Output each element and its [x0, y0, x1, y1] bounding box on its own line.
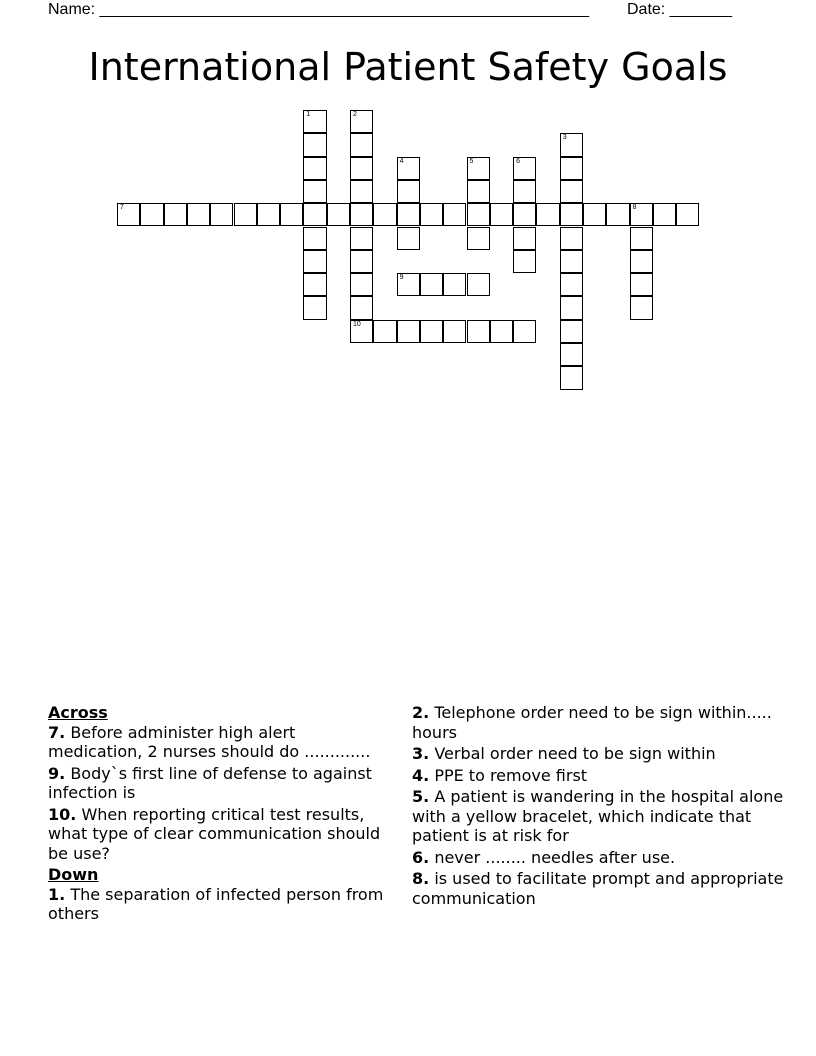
grid-cell[interactable] — [140, 203, 163, 226]
grid-cell[interactable] — [350, 203, 373, 226]
grid-cell[interactable] — [350, 250, 373, 273]
cell-number: 1 — [306, 111, 311, 118]
clue-number: 1. — [48, 884, 66, 904]
grid-cell[interactable] — [303, 250, 326, 273]
grid-cell[interactable] — [303, 157, 326, 180]
clue-text: Before administer high alert medication, 2 nurses should do ............. — [48, 722, 371, 761]
grid-cell[interactable] — [303, 227, 326, 250]
grid-cell[interactable] — [560, 320, 583, 343]
grid-cell[interactable] — [280, 203, 303, 226]
grid-cell[interactable] — [513, 203, 536, 226]
cell-number: 9 — [399, 274, 404, 282]
cell-number: 10 — [353, 320, 361, 328]
grid-cell[interactable] — [560, 250, 583, 273]
clue-text: A patient is wandering in the hospital alone with a yellow bracelet, which indicate that patient is at risk for — [412, 787, 784, 845]
grid-cell[interactable] — [350, 273, 373, 296]
grid-cell[interactable] — [630, 296, 653, 319]
grid-cell[interactable] — [210, 203, 233, 226]
date-field-label[interactable]: Date: _______ — [627, 1, 732, 18]
grid-cell[interactable] — [560, 366, 583, 389]
grid-cell[interactable] — [373, 320, 396, 343]
grid-cell[interactable] — [583, 203, 606, 226]
name-field-label[interactable]: Name: _______________________________________________________ — [48, 1, 589, 18]
grid-cell[interactable] — [327, 203, 350, 226]
clue-down-1 — [48, 885, 393, 924]
grid-cell[interactable] — [560, 157, 583, 180]
grid-cell[interactable] — [467, 203, 490, 226]
grid-cell[interactable] — [350, 227, 373, 250]
grid-cell[interactable] — [117, 203, 140, 226]
clue-down-2 — [412, 703, 784, 742]
grid-cell[interactable] — [397, 320, 420, 343]
grid-cell[interactable] — [350, 157, 373, 180]
clue-down-4 — [412, 766, 784, 786]
grid-cell[interactable] — [397, 180, 420, 203]
clue-text: never ........ needles after use. — [434, 847, 676, 867]
grid-cell[interactable] — [397, 203, 420, 226]
grid-cell[interactable] — [513, 157, 536, 180]
clue-text: Telephone order need to be sign within..... hours — [412, 703, 772, 742]
grid-cell[interactable] — [467, 320, 490, 343]
grid-cell[interactable] — [467, 180, 490, 203]
cell-number: 8 — [632, 204, 637, 212]
grid-cell[interactable] — [234, 203, 257, 226]
grid-cell[interactable] — [350, 296, 373, 319]
clue-across-7 — [48, 723, 393, 762]
grid-cell[interactable] — [513, 320, 536, 343]
clue-number: 7. — [48, 722, 66, 742]
grid-cell[interactable] — [676, 203, 699, 226]
grid-cell[interactable] — [397, 157, 420, 180]
clues-right-column — [412, 703, 784, 910]
grid-cell[interactable] — [513, 227, 536, 250]
grid-cell[interactable] — [303, 110, 326, 133]
grid-cell[interactable] — [350, 180, 373, 203]
grid-cell[interactable] — [397, 227, 420, 250]
grid-cell[interactable] — [560, 180, 583, 203]
clue-number: 9. — [48, 763, 66, 783]
grid-cell[interactable] — [420, 320, 443, 343]
clue-text: Verbal order need to be sign within — [434, 744, 716, 763]
grid-cell[interactable] — [303, 273, 326, 296]
clue-number: 8. — [412, 869, 430, 888]
clue-down-6 — [412, 848, 784, 868]
cell-number: 2 — [353, 111, 357, 118]
clue-down-3 — [412, 744, 784, 764]
crossword-grid — [0, 0, 816, 400]
grid-cell[interactable] — [513, 250, 536, 273]
clue-across-10 — [48, 805, 393, 864]
clue-number: 2. — [412, 703, 430, 722]
grid-cell[interactable] — [303, 180, 326, 203]
grid-cell[interactable] — [560, 203, 583, 226]
grid-cell[interactable] — [350, 110, 373, 133]
grid-cell[interactable] — [490, 320, 513, 343]
grid-cell[interactable] — [350, 320, 373, 343]
grid-cell[interactable] — [443, 203, 466, 226]
grid-cell[interactable] — [164, 203, 187, 226]
grid-cell[interactable] — [490, 203, 513, 226]
page-title: International Patient Safety Goals — [88, 45, 728, 89]
clue-text: The separation of infected person from others — [48, 884, 384, 923]
cell-number: 3 — [562, 134, 567, 142]
grid-cell[interactable] — [560, 227, 583, 250]
cell-number: 4 — [399, 157, 404, 165]
grid-cell[interactable] — [397, 273, 420, 296]
grid-cell[interactable] — [560, 296, 583, 319]
grid-cell[interactable] — [560, 273, 583, 296]
grid-cell[interactable] — [467, 273, 490, 296]
grid-cell[interactable] — [630, 227, 653, 250]
grid-cell[interactable] — [606, 203, 629, 226]
clue-text: is used to facilitate prompt and appropriate communication — [412, 869, 784, 908]
grid-cell[interactable] — [303, 296, 326, 319]
grid-cell[interactable] — [257, 203, 280, 226]
down-heading: Down — [48, 865, 99, 884]
grid-cell[interactable] — [513, 180, 536, 203]
grid-cell[interactable] — [350, 133, 373, 156]
grid-cell[interactable] — [420, 203, 443, 226]
grid-cell[interactable] — [187, 203, 210, 226]
grid-cell[interactable] — [536, 203, 559, 226]
grid-cell[interactable] — [303, 203, 326, 226]
grid-cell[interactable] — [630, 273, 653, 296]
clue-number: 10. — [48, 804, 77, 824]
grid-cell[interactable] — [420, 273, 443, 296]
grid-cell[interactable] — [373, 203, 396, 226]
grid-cell[interactable] — [630, 250, 653, 273]
grid-cell[interactable] — [443, 320, 466, 343]
clue-down-5 — [412, 787, 784, 846]
clue-text: Body`s first line of defense to against infection is — [48, 763, 372, 802]
grid-cell[interactable] — [467, 157, 490, 180]
grid-cell[interactable] — [467, 227, 490, 250]
cell-number: 6 — [516, 157, 520, 165]
clue-number: 4. — [412, 765, 430, 785]
clue-down-8 — [412, 869, 784, 908]
grid-cell[interactable] — [443, 273, 466, 296]
grid-cell[interactable] — [560, 133, 583, 156]
clue-text: PPE to remove first — [434, 765, 588, 785]
clue-number: 5. — [412, 787, 430, 806]
across-heading: Across — [48, 703, 108, 722]
clue-text: When reporting critical test results, what type of clear communication should be use? — [48, 804, 381, 863]
grid-cell[interactable] — [653, 203, 676, 226]
cell-number: 7 — [120, 204, 124, 212]
grid-cell[interactable] — [560, 343, 583, 366]
clue-number: 3. — [412, 744, 430, 763]
grid-cell[interactable] — [630, 203, 653, 226]
cell-number: 5 — [469, 157, 474, 165]
clues-left-column — [48, 703, 393, 926]
grid-cell[interactable] — [303, 133, 326, 156]
clue-across-9 — [48, 764, 393, 803]
clue-number: 6. — [412, 847, 430, 867]
